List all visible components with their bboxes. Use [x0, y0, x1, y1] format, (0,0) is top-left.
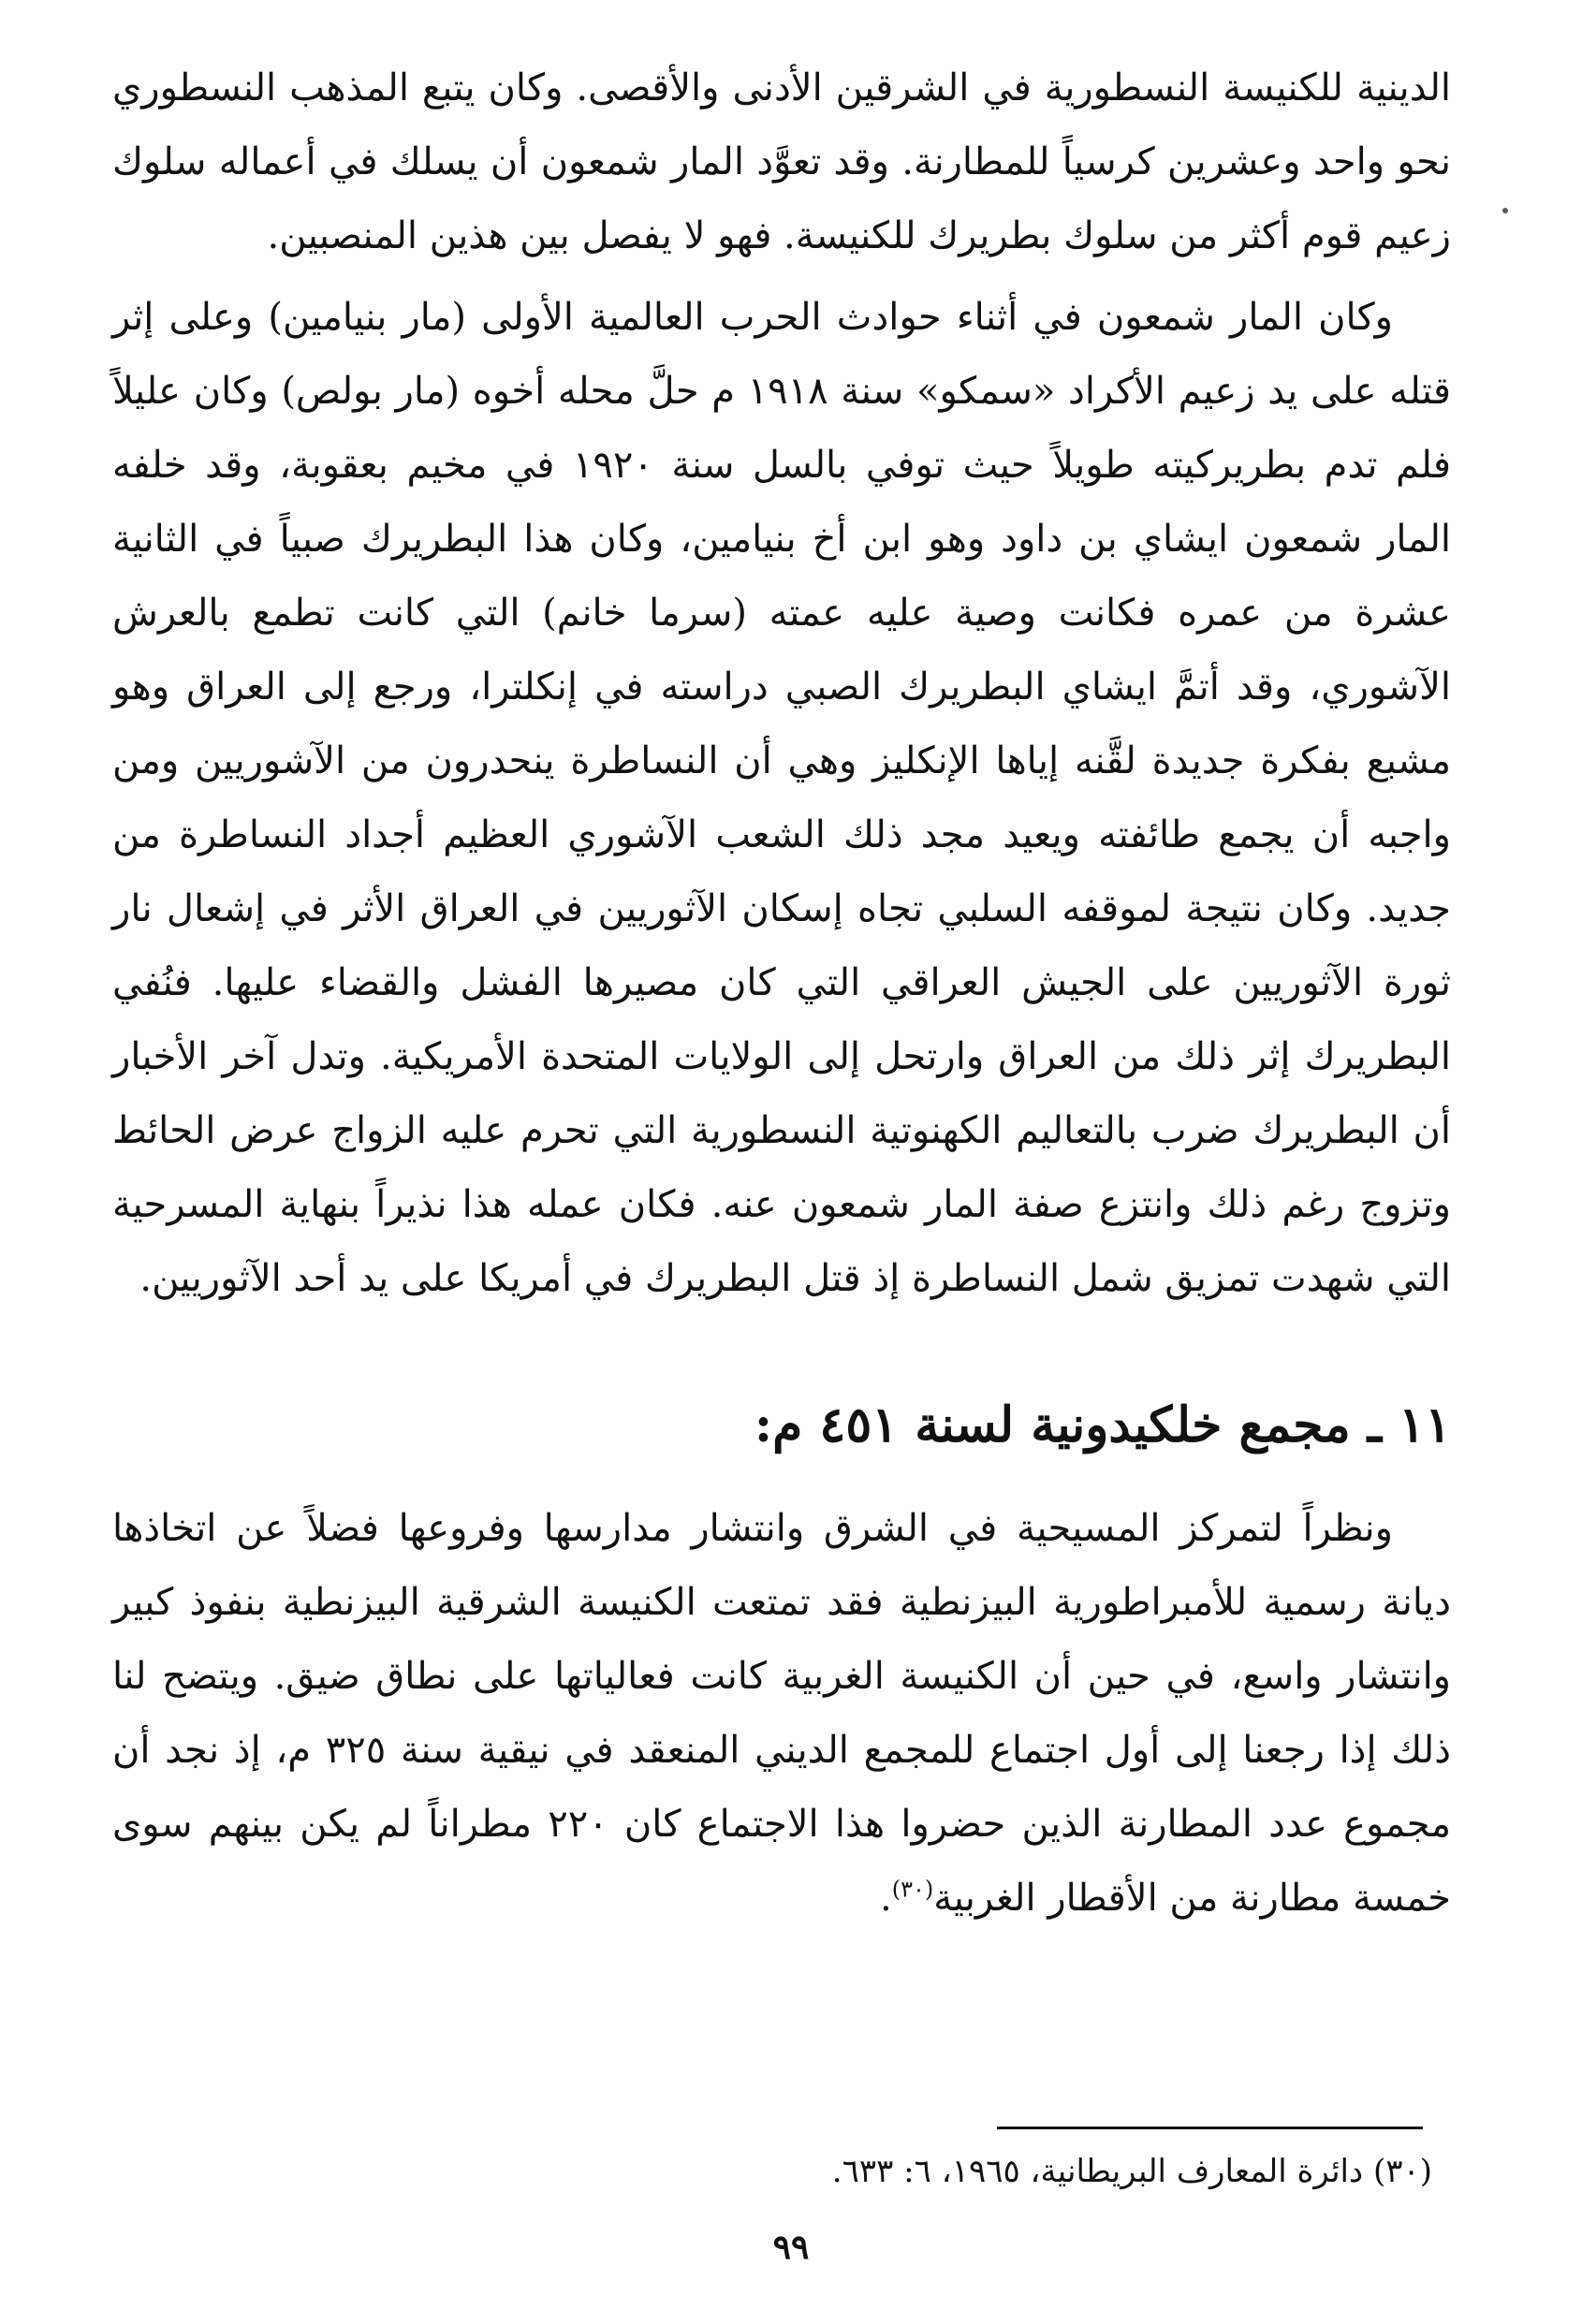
footnote-separator	[997, 2127, 1423, 2129]
paragraph-3-text: ونظراً لتمركز المسيحية في الشرق وانتشار مدارسها وفروعها فضلاً عن اتخاذها ديانة رسمية للأمبراطورية البيزنطية فقد تمتعت الكنيسة الشرقية البيزنطية بنفوذ كبير وانتشار واسع، في حين أن الكنيسة الغربية كانت فعالياتها على نطاق ضيق. ويتضح لنا ذلك إذا رجعنا إلى أول اجتماع للمجمع الديني المنعقد في نيقية سنة ٣٢٥ م، إذ نجد أن مجموع عدد المطارنة الذين حضروا هذا الاجتماع كان ٢٢٠ مطراناً لم يكن بينهم سوى خمسة مطارنة من الأقطار الغربية	[112, 1507, 1451, 1920]
paragraph-2: وكان المار شمعون في أثناء حوادث الحرب العالمية الأولى (مار بنيامين) وعلى إثر قتله على يد زعيم الأكراد «سمكو» سنة ١٩١٨ م حلَّ محله أخوه (مار بولص) وكان عليلاً فلم تدم بطريركيته طويلاً حيث توفي بالسل سنة ١٩٢٠ في مخيم بعقوبة، وقد خلفه المار شمعون ايشاي بن داود وهو ابن أخ بنيامين، وكان هذا البطريرك صبياً في الثانية عشرة من عمره فكانت وصية عليه عمته (سرما خانم) التي كانت تطمع بالعرش الآشوري، وقد أتمَّ ايشاي البطريرك الصبي دراسته في إنكلترا، ورجع إلى العراق وهو مشبع بفكرة جديدة لقَّنه إياها الإنكليز وهي أن النساطرة ينحدرون من الآشوريين ومن واجبه أن يجمع طائفته ويعيد مجد ذلك الشعب الآشوري العظيم أجداد النساطرة من جديد. وكان نتيجة لموقفه السلبي تجاه إسكان الآثوريين في العراق الأثر في إشعال نار ثورة الآثوريين على الجيش العراقي التي كان مصيرها الفشل والقضاء عليها. فنُفي البطريرك إثر ذلك من العراق وارتحل إلى الولايات المتحدة الأمريكية. وتدل آخر الأخبار أن البطريرك ضرب بالتعاليم الكهنوتية النسطورية التي تحرم عليه الزواج عرض الحائط وتزوج رغم ذلك وانتزع صفة المار شمعون عنه. فكان عمله هذا نذيراً بنهاية المسرحية التي شهدت تمزيق شمل النساطرة إذ قتل البطريرك في أمريكا على يد أحد الآثوريين.	[112, 296, 1451, 1300]
margin-mark	[1502, 208, 1508, 213]
page-body	[112, 51, 1451, 1936]
section-heading: ١١ ـ مجمع خلكيدونية لسنة ٤٥١ م:	[754, 1396, 1451, 1454]
paragraph-1: الدينية للكنيسة النسطورية في الشرقين الأدنى والأقصى. وكان يتبع المذهب النسطوري نحو واحد وعشرين كرسياً للمطارنة. وقد تعوَّد المار شمعون أن يسلك في أعماله سلوك زعيم قوم أكثر من سلوك بطريرك للكنيسة. فهو لا يفصل بين هذين المنصبين.	[112, 66, 1451, 257]
footnote: (٣٠) دائرة المعارف البريطانية، ١٩٦٥، ٦: ٦٣٣.	[831, 2153, 1432, 2190]
paragraph-3	[112, 1492, 1451, 1936]
paragraph-3-end: .	[880, 1877, 892, 1920]
page-number: ٩٩	[772, 2228, 810, 2267]
footnote-reference: (٣٠)	[891, 1876, 934, 1903]
